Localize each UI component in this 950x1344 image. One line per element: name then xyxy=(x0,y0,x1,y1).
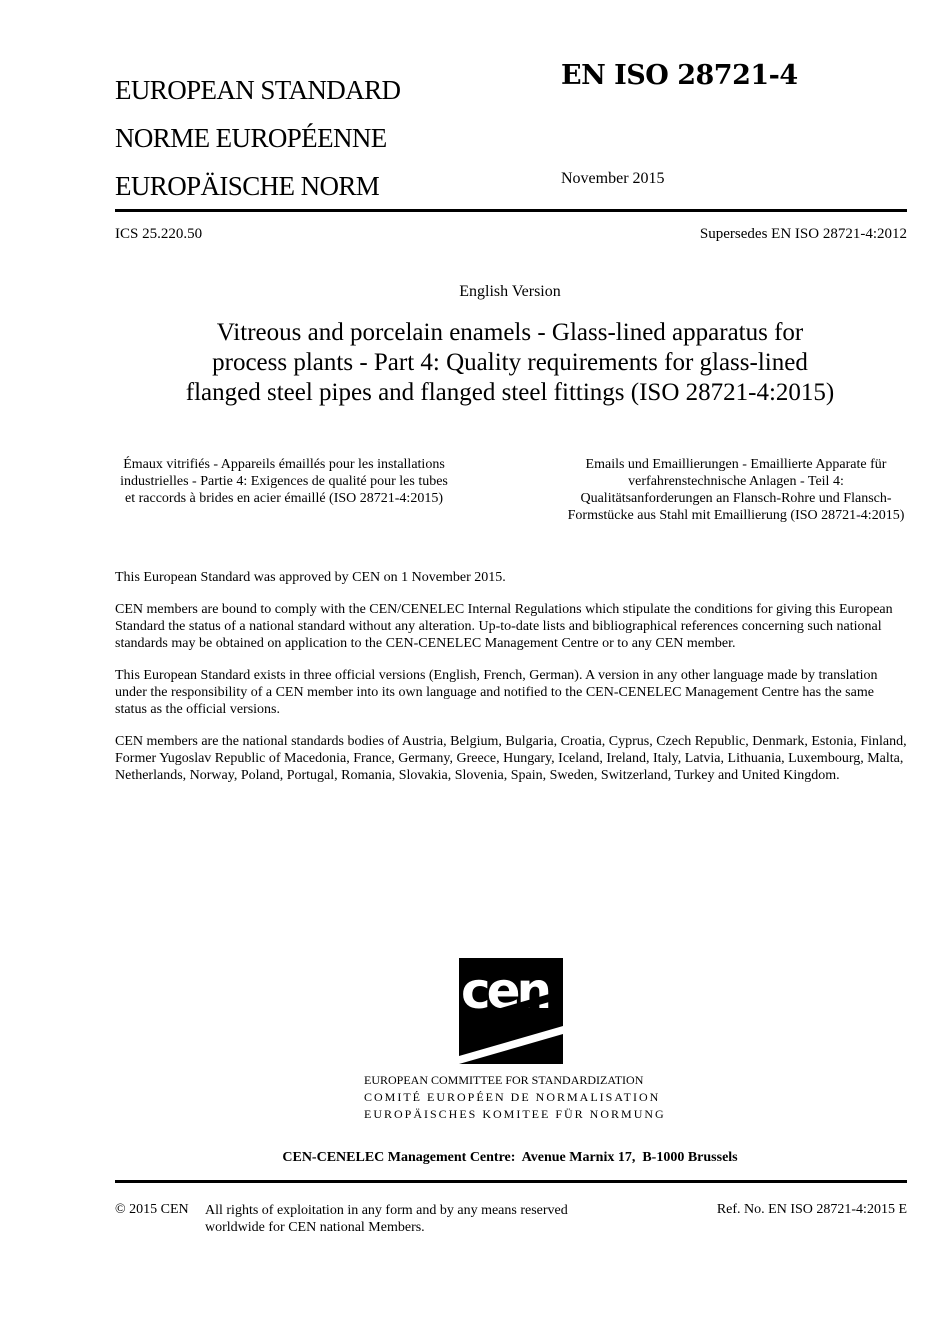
supersedes-note: Supersedes EN ISO 28721-4:2012 xyxy=(699,226,907,242)
heading-french: NORME EUROPÉENNE xyxy=(115,123,387,153)
cen-logo-icon xyxy=(459,958,563,1064)
committee-english: EUROPEAN COMMITTEE FOR STANDARDIZATION xyxy=(364,1073,644,1087)
version-label: English Version xyxy=(459,283,561,300)
document-title: Vitreous and porcelain enamels - Glass-lined apparatus for process plants - Part 4: Quality requirements for glass-lined flanged steel pipes and flanged steel fittings (ISO 28721-4:2015) xyxy=(185,319,835,406)
header-divider xyxy=(115,209,907,212)
members-paragraph: CEN members are the national standards bodies of Austria, Belgium, Bulgaria, Croatia, Cyprus, Czech Republic, Denmark, Estonia, Finland, Former Yugoslav Republic of Macedonia, France, Germany, Greece, Hungary, Iceland, Ireland, Italy, Latvia, Lithuania, Luxembourg, Malta, Netherlands, Norway, Poland, Portugal, Romania, Slovakia, Slovenia, Spain, Sweden, Switzerland, Turkey and United Kingdom. xyxy=(115,734,907,783)
ics-code: ICS 25.220.50 xyxy=(115,226,203,242)
reference-number: Ref. No. EN ISO 28721-4:2015 E xyxy=(716,1202,907,1217)
cen-logo xyxy=(459,958,563,1064)
compliance-paragraph: CEN members are bound to comply with the CEN/CENELEC Internal Regulations which stipulate the conditions for giving this European Standard the status of a national standard without any alteration. Up-to-date lists and bibliographical references concerning such national standards may be obtained on application to the CEN-CENELEC Management Centre or to any CEN member. xyxy=(115,602,893,651)
standard-number: EN ISO 28721-4 xyxy=(561,60,798,91)
german-title: Emails und Emaillierungen - Emaillierte Apparate für verfahrenstechnische Anlagen - Teil 4: Qualitätsanforderungen an Flansch-Rohre und Flansch-Formstücke aus Stahl mit Emaillierung (ISO 28721-4:2015) xyxy=(567,457,905,523)
rights-statement: All rights of exploitation in any form and by any means reserved worldwide for CEN national Members. xyxy=(205,1203,568,1235)
cen-logo-text: cen xyxy=(461,962,549,1020)
management-centre-address: CEN-CENELEC Management Centre: Avenue Marnix 17, B-1000 Brussels xyxy=(282,1150,738,1165)
approval-paragraph: This European Standard was approved by CEN on 1 November 2015. xyxy=(115,570,506,585)
versions-paragraph: This European Standard exists in three official versions (English, French, German). A version in any other language made by translation under the responsibility of a CEN member into its own language and notified to the CEN-CENELEC Management Centre has the same status as the official versions. xyxy=(115,668,878,717)
standard-type-heading xyxy=(115,66,400,210)
committee-german: EUROPÄISCHES KOMITEE FÜR NORMUNG xyxy=(364,1107,666,1121)
committee-names xyxy=(364,1072,666,1123)
heading-german: EUROPÄISCHE NORM xyxy=(115,171,380,201)
heading-english: EUROPEAN STANDARD xyxy=(115,75,401,105)
footer-divider xyxy=(115,1180,907,1183)
copyright-notice: © 2015 CEN xyxy=(115,1202,189,1217)
committee-french: COMITÉ EUROPÉEN DE NORMALISATION xyxy=(364,1090,661,1104)
publication-date: November 2015 xyxy=(561,170,665,187)
body-text xyxy=(115,569,907,799)
french-title: Émaux vitrifiés - Appareils émaillés pour les installations industrielles - Partie 4: Exigences de qualité pour les tubes et raccords à brides en acier émaillé (ISO 28721-4:2015) xyxy=(120,457,448,506)
